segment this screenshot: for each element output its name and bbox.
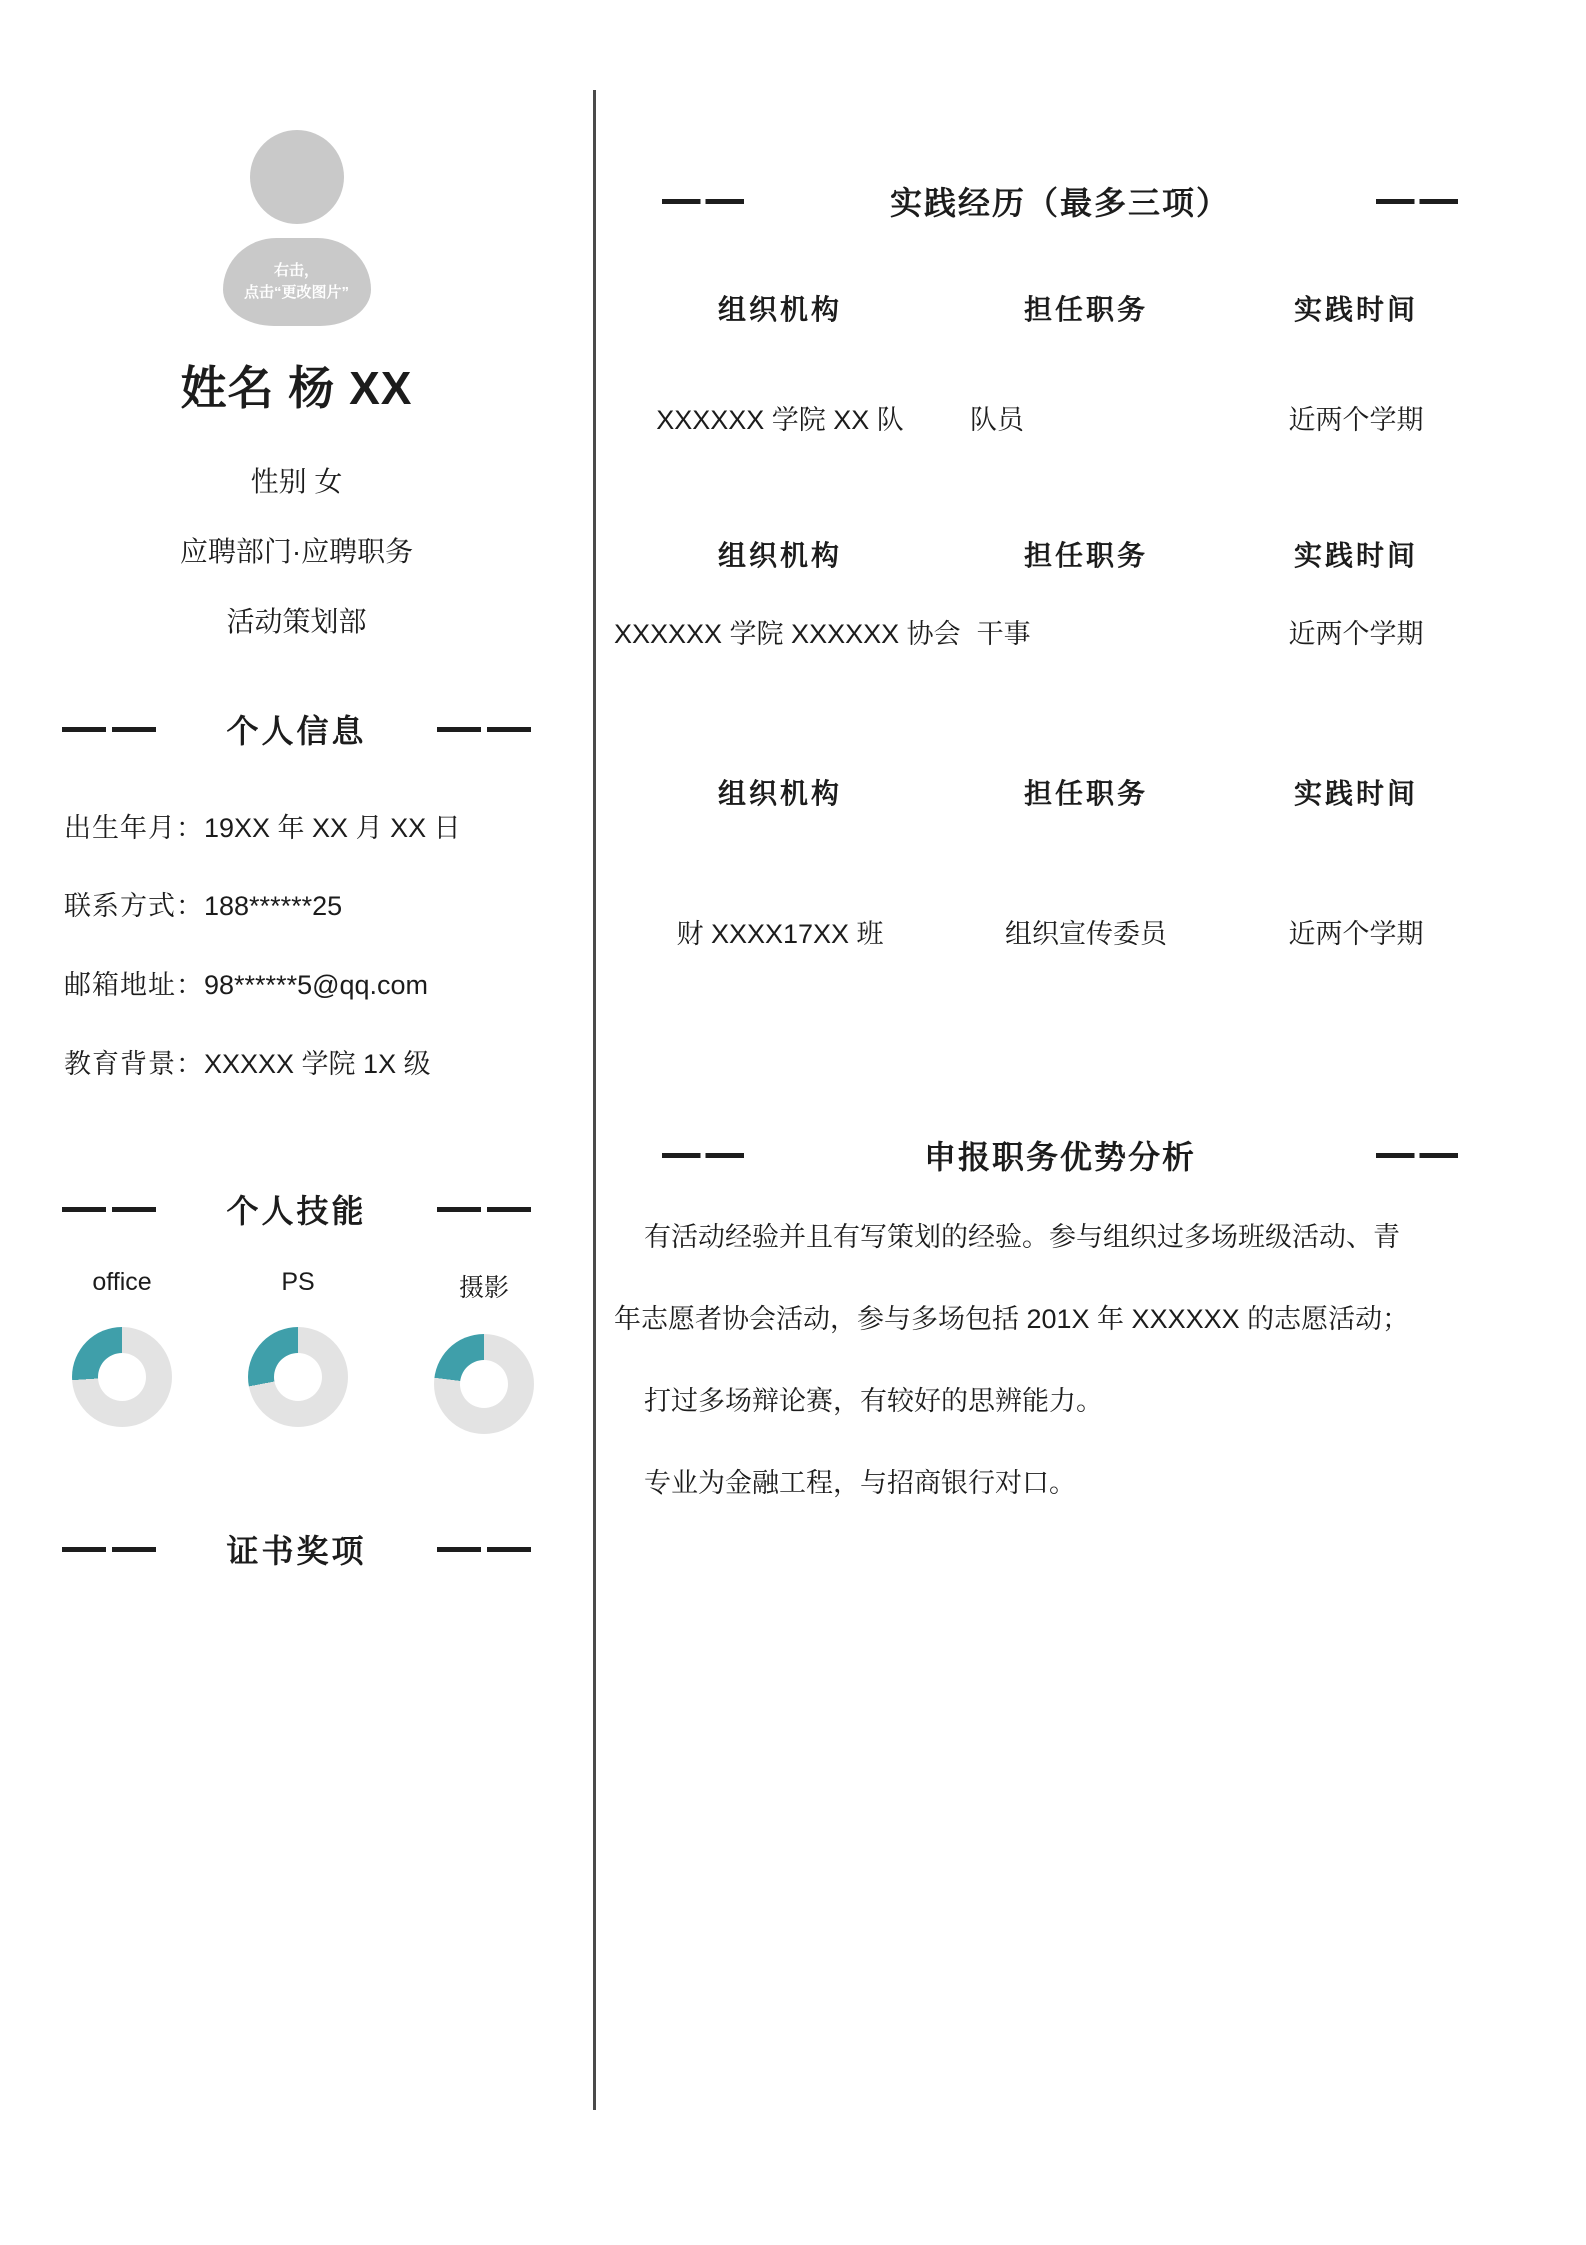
- column-header-position: 担任职务: [1023, 294, 1148, 325]
- practice-group1-row: [600, 398, 1500, 437]
- section-title: 申报职务优势分析: [923, 1139, 1196, 1175]
- section-title: 证书奖项: [226, 1533, 367, 1569]
- info-row-phone: [64, 884, 342, 923]
- skill-label: 摄影: [458, 1274, 509, 1302]
- dash-left-icon: [62, 1207, 156, 1212]
- analysis-line: 打过多场辩论赛，有较好的思辨能力。: [644, 1386, 1103, 1416]
- org-value: XXXXXX 学院 XX 队: [656, 405, 904, 435]
- info-row-email: [64, 963, 428, 1002]
- dash-right-icon: [437, 727, 531, 732]
- time-value: 近两个学期: [1288, 619, 1424, 649]
- dash-right-icon: [437, 1207, 531, 1212]
- column-header-time: 实践时间: [1293, 778, 1418, 809]
- position-value: 队员: [970, 405, 1024, 435]
- position-value: 组织宣传委员: [1005, 919, 1167, 949]
- column-header-org: 组织机构: [717, 540, 842, 571]
- column-header-org: 组织机构: [717, 778, 842, 809]
- info-row-birth: [64, 806, 461, 845]
- column-header-org: 组织机构: [717, 294, 842, 325]
- org-value: 财 XXXX17XX 班: [676, 919, 884, 949]
- org-position-cell: [600, 612, 1212, 651]
- gender-line: 性别 女: [250, 466, 343, 497]
- info-value: 98******5@qq.com: [204, 970, 429, 1000]
- time-value: 近两个学期: [1288, 919, 1424, 949]
- skill-donut-chart: [72, 1327, 172, 1427]
- section-title: 个人技能: [226, 1193, 367, 1229]
- avatar-head-icon: [250, 130, 344, 224]
- analysis-section-title: [600, 1132, 1520, 1178]
- position-value: 干事: [976, 619, 1031, 649]
- skill-item-photography: [404, 1268, 564, 1434]
- skill-item-office: [42, 1268, 202, 1427]
- time-value: 近两个学期: [1288, 405, 1424, 435]
- dash-right-icon: [1376, 1153, 1458, 1158]
- practice-group3-headers: [600, 772, 1500, 812]
- section-title: 实践经历（最多三项）: [889, 185, 1230, 221]
- analysis-line: 专业为金融工程，与招商银行对口。: [644, 1468, 1076, 1498]
- dash-left-icon: [62, 1547, 156, 1552]
- practice-group3-row: [600, 912, 1500, 951]
- column-header-time: 实践时间: [1293, 294, 1418, 325]
- analysis-line: 有活动经验并且有写策划的经验。参与组织过多场班级活动、青: [644, 1222, 1400, 1252]
- analysis-line: 年志愿者协会活动，参与多场包括 201X 年 XXXXXX 的志愿活动；: [614, 1304, 1410, 1334]
- section-header-personal-info: [0, 706, 593, 752]
- column-header-position: 担任职务: [1023, 778, 1148, 809]
- dash-left-icon: [662, 199, 744, 204]
- avatar-hint-line2: 点击“更改图片”: [243, 284, 349, 301]
- avatar-shoulders-icon: [223, 238, 371, 326]
- skill-donut-chart: [248, 1327, 348, 1427]
- practice-group1-headers: [600, 288, 1500, 328]
- column-header-position: 担任职务: [1023, 540, 1148, 571]
- right-column: [600, 0, 1520, 2245]
- column-header-time: 实践时间: [1293, 540, 1418, 571]
- skill-label: office: [92, 1268, 152, 1296]
- info-value: 19XX 年 XX 月 XX 日: [204, 813, 461, 843]
- info-label: 出生年月：: [64, 813, 204, 843]
- info-row-education: [64, 1042, 431, 1081]
- section-header-certificates: [0, 1526, 593, 1572]
- info-value: 188******25: [204, 891, 343, 921]
- dash-right-icon: [437, 1547, 531, 1552]
- department-line: 活动策划部: [226, 606, 367, 637]
- skill-donut-chart: [434, 1334, 534, 1434]
- dash-left-icon: [662, 1153, 744, 1158]
- skill-item-ps: [218, 1268, 378, 1427]
- info-label: 邮箱地址：: [64, 970, 204, 1000]
- skill-label: PS: [281, 1268, 315, 1296]
- section-header-skills: [0, 1186, 593, 1232]
- info-value: XXXXX 学院 1X 级: [204, 1049, 431, 1079]
- info-label: 联系方式：: [64, 891, 204, 921]
- practice-section-title: [600, 178, 1520, 224]
- practice-group2-row: [600, 612, 1500, 651]
- org-value: XXXXXX 学院 XXXXXX 协会: [614, 619, 961, 649]
- name-line: 姓名 杨 XX: [180, 362, 413, 414]
- left-column: [0, 0, 593, 2245]
- dash-right-icon: [1376, 199, 1458, 204]
- section-title: 个人信息: [226, 713, 367, 749]
- info-label: 教育背景：: [64, 1049, 204, 1079]
- dash-left-icon: [62, 727, 156, 732]
- analysis-text-block: [600, 1196, 1520, 1524]
- practice-group2-headers: [600, 534, 1500, 574]
- avatar-hint-line1: 右击，: [273, 262, 319, 280]
- apply-position-line: 应聘部门·应聘职务: [179, 536, 414, 567]
- column-divider: [593, 90, 596, 2110]
